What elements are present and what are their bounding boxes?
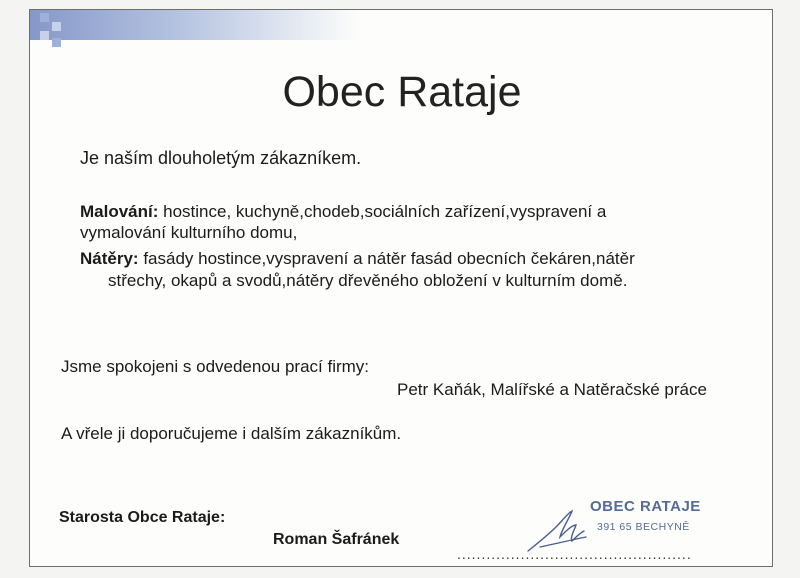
painting-heading: Malování:: [80, 202, 159, 221]
intro-text: Je naším dlouholetým zákazníkem.: [80, 148, 362, 168]
signatory-label: Starosta Obce Rataje:: [59, 509, 226, 526]
satisfaction-text: Jsme spokojeni s odvedenou prací firmy:: [61, 357, 370, 376]
painting-item-line-2: vymalování kulturního domu,: [80, 223, 298, 242]
coating-text-1: fasády hostince,vyspravení a nátěr fasád obecních čekáren,nátěr: [143, 249, 635, 268]
painting-text-1: hostince, kuchyně,chodeb,sociálních zařízení,vyspravení a: [163, 202, 607, 221]
page-title: Obec Rataje: [282, 68, 522, 116]
handwritten-signature: [526, 507, 596, 555]
signatory-name: Roman Šafránek: [273, 531, 400, 548]
recommendation-text: A vřele ji doporučujeme i dalším zákazníkům.: [61, 424, 402, 443]
decor-square: [40, 31, 49, 40]
coating-item-line-2: střechy, okapů a svodů,nátěry dřevěného obložení v kulturním domě.: [108, 271, 628, 290]
decor-square: [40, 13, 49, 22]
painting-item-line-1: [80, 202, 606, 222]
signature-line: ................................................: [457, 546, 692, 562]
header-gradient-band: [30, 10, 360, 40]
stamp-address: 391 65 BECHYNĚ: [597, 521, 690, 533]
decor-square: [52, 38, 61, 47]
decor-square: [52, 22, 61, 31]
stamp-name: OBEC RATAJE: [590, 498, 701, 515]
company-name: Petr Kaňák, Malířské a Natěračské práce: [397, 380, 707, 399]
letter-page: [29, 9, 773, 567]
coating-item-line-1: [80, 249, 635, 269]
coating-heading: Nátěry:: [80, 249, 139, 268]
